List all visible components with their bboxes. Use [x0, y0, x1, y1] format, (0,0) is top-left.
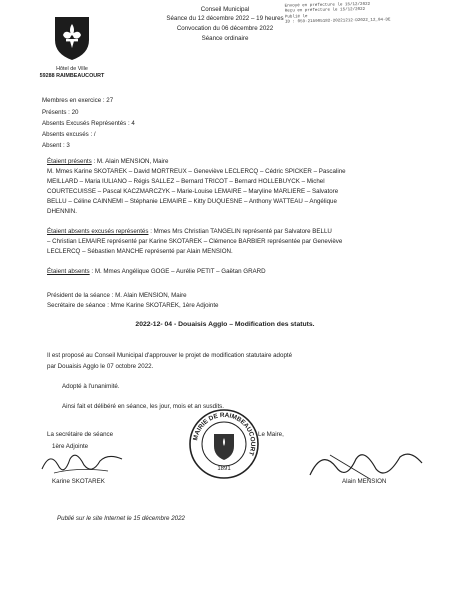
- represented-line-3: LECLERCQ – Sébastien MANCHE représenté par Alain MENSION.: [47, 248, 233, 255]
- present-line-3: MEILLARD – Maria IULIANO – Régis SALLEZ – Bernard TRICOT – Bernard HOLLEBUYCK – Michel: [47, 178, 325, 185]
- mayor-name: Alain MENSION: [342, 478, 387, 485]
- secretary-signature-title: La secrétaire de séance: [47, 431, 114, 438]
- receipt-sent: Envoyé en préfecture le 15/12/2022: [284, 2, 371, 9]
- present-line-5: BELLU – Céline CAINNEMI – Stéphanie LEMAIRE – Kitty DUQUESNE – Anthony WATTEAU – Angélique: [47, 198, 337, 205]
- secretary-signature-role: 1ère Adjointe: [52, 443, 89, 450]
- present-mayor: : M. Alain MENSION, Maire: [91, 158, 169, 165]
- seal-year: 1891: [217, 466, 231, 472]
- count-excused: Absents excusés : /: [42, 131, 96, 138]
- header-line-4: Séance ordinaire: [201, 35, 249, 42]
- represented-line-1: [47, 228, 332, 236]
- secretary-line: Secrétaire de séance : Mme Karine SKOTAREK, 1ère Adjointe: [47, 302, 219, 309]
- receipt-received: Reçu en préfecture le 15/12/2022: [284, 8, 366, 14]
- logo-caption-2: 59288 RAIMBEAUCOURT: [39, 73, 105, 79]
- absent-label: Étaient absents: [47, 268, 90, 275]
- mairie-official-seal: [188, 408, 260, 480]
- count-present: Présents : 20: [42, 109, 79, 116]
- header-line-1: Conseil Municipal: [200, 6, 250, 13]
- present-line-6: DHENNIN.: [47, 208, 77, 215]
- resolution-title: 2022-12- 04 - Douaisis Agglo – Modification des statuts.: [135, 321, 315, 328]
- count-represented: Absents Excusés Représentés : 4: [42, 120, 135, 127]
- mayor-signature-title: Le Maire,: [258, 431, 284, 438]
- represented-line-2: – Christian LEMAIRE représenté par Karine SKOTAREK – Clémence BARBIER représentée par Geneviève: [47, 238, 343, 245]
- count-absent: Absent : 3: [42, 142, 70, 149]
- resolution-body-1: Il est proposé au Conseil Municipal d'approuver le projet de modification statutaire adopté: [47, 352, 293, 359]
- seal-text: MAIRIE DE RAIMBEAUCOURT: [192, 411, 257, 457]
- logo-caption-1: Hôtel de Ville: [56, 66, 88, 72]
- town-crest-logo: [52, 14, 92, 62]
- published-note: Publié sur le site Internet le 15 décembre 2022: [57, 515, 185, 522]
- present-label: Étaient présents: [47, 158, 92, 165]
- receipt-published: Publié le: [284, 14, 308, 20]
- absent-rest: : M. Mmes Angélique GOGE – Aurélie PETIT – Gaëtan GRARD: [89, 268, 266, 275]
- president-line: Président de la séance : M. Alain MENSION, Maire: [47, 292, 187, 299]
- present-line-2: M. Mmes Karine SKOTAREK – David MORTREUX – Geneviève LECLERCQ – Cédric SPICKER – Pascaline: [47, 168, 346, 175]
- represented-label: Étaient absents excusés représentés: [47, 228, 149, 235]
- receipt-id: ID : 059-215905182-20221212-D2022_12_04-DE: [284, 18, 391, 25]
- secretary-name: Karine SKOTAREK: [52, 478, 105, 485]
- resolution-adopted: Adopté à l'unanimité.: [62, 383, 120, 390]
- header-line-3: Convocation du 06 décembre 2022: [176, 25, 274, 32]
- resolution-body-2: par Douaisis Agglo le 07 octobre 2022.: [47, 363, 154, 370]
- count-members: Membres en exercice : 27: [42, 97, 114, 104]
- header-line-2: Séance du 12 décembre 2022 – 19 heures: [166, 15, 284, 22]
- absent-line: [47, 268, 266, 276]
- present-line-4: COURTECUISSE – Pascal KACZMARCZYK – Marie-Louise LEMAIRE – Maryline MARLIERE – Salvatore: [47, 188, 339, 195]
- present-line-1: [47, 158, 168, 166]
- resolution-closing: Ainsi fait et délibéré en séance, les jour, mois et an susdits.: [62, 403, 224, 410]
- represented-rest: : Mmes Mrs Christian TANGELIN représenté par Salvatore BELLU: [148, 228, 332, 235]
